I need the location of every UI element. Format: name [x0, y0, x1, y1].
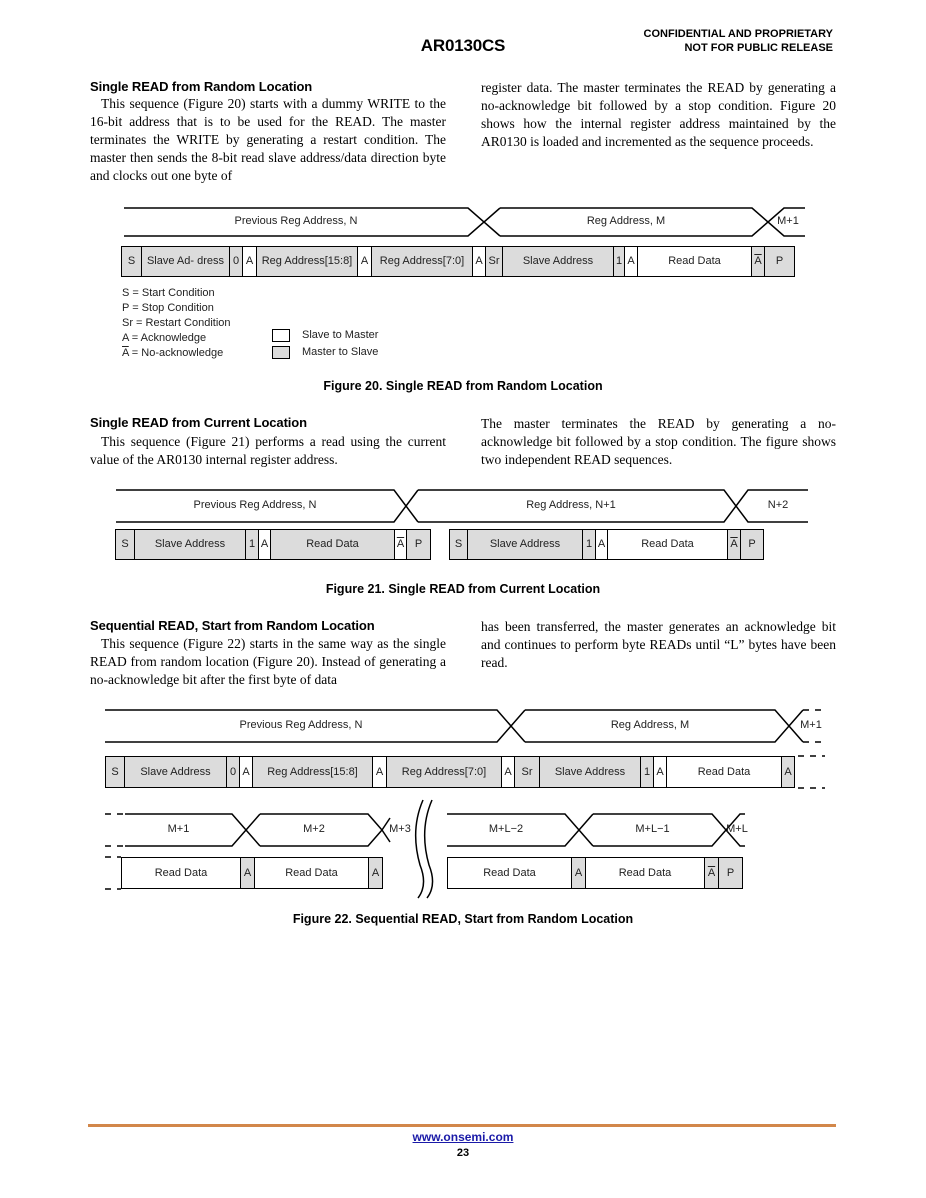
cell-nack: $\overline{A}$: [728, 529, 741, 560]
section-random-read-left-text: This sequence (Figure 20) starts with a dummy WRITE to the 16-bit address that is to be used for the READ. The master terminates the WRITE by generating a restart condition. The master then sends the 8-bit read slave address/data direction byte and clocks out one byte of: [90, 96, 446, 183]
cell-stop: P: [719, 857, 743, 889]
gray-swatch-icon: [272, 346, 290, 359]
confidential-notice: [644, 27, 833, 55]
section-heading-random-read: Single READ from Random Location: [90, 79, 313, 94]
cell-read-data: Read Data: [667, 756, 782, 788]
cell-nack: $\overline{A}$: [752, 246, 765, 277]
cell-read-bit: 1: [614, 246, 625, 277]
white-swatch-icon: [272, 329, 290, 342]
cell-read-bit: 1: [246, 529, 259, 560]
bus-label-previous-reg-address: Previous Reg Address, N: [234, 215, 358, 227]
figure-20-caption: Figure 20. Single READ from Random Location: [323, 379, 603, 393]
cell-nack: $\overline{A}$: [395, 529, 407, 560]
legend-nack-text: = No-acknowledge: [131, 347, 224, 359]
cell-slave-address: Slave Address: [503, 246, 614, 277]
cell-ack: A: [358, 246, 372, 277]
cell-ack: A: [654, 756, 667, 788]
cell-read-data: Read Data: [271, 529, 395, 560]
cell-ack: A: [473, 246, 486, 277]
section-sequential-read-right-text: has been transferred, the master generates an acknowledge bit and continues to perform byte READs until “L” bytes have been read.: [481, 619, 836, 670]
cell-ack: A: [572, 857, 586, 889]
bus-label-m-plus-3: M+3: [389, 823, 411, 835]
bus-label-m-plus-l-minus-1: M+L−1: [635, 823, 670, 835]
bus-label-m-plus-2: M+2: [303, 823, 325, 835]
cell-read-data: Read Data: [586, 857, 705, 889]
cell-slave-address: Slave Address: [540, 756, 641, 788]
onsemi-website-link[interactable]: www.onsemi.com: [412, 1130, 514, 1144]
cell-ack: A: [782, 756, 795, 788]
section-sequential-read-left-text: This sequence (Figure 22) starts in the same way as the single READ from random location (Figure 20). Instead of generating a no-acknowledge bit after the first byte of data: [90, 636, 446, 687]
cell-ack: A: [502, 756, 515, 788]
cell-read-bit: 1: [583, 529, 596, 560]
bus-label-m-plus-l: M+L: [726, 823, 748, 835]
cell-ack: A: [243, 246, 257, 277]
figure-20-diagram: [0, 200, 926, 380]
bus-label-reg-address-m: Reg Address, M: [610, 719, 690, 731]
cell-start: S: [115, 529, 135, 560]
cell-start: S: [105, 756, 125, 788]
section-heading-current-read: Single READ from Current Location: [90, 415, 307, 430]
cell-read-bit: 1: [641, 756, 654, 788]
document-title: AR0130CS: [420, 36, 506, 55]
cell-slave-address: Slave Address: [135, 529, 246, 560]
cell-read-data: Read Data: [608, 529, 728, 560]
bus-label-reg-address-n-plus-1: Reg Address, N+1: [526, 499, 616, 511]
cell-start: S: [449, 529, 468, 560]
cell-ack: A: [625, 246, 638, 277]
figure-20-legend-definitions: [122, 286, 231, 361]
section-random-read-right-text: register data. The master terminates the READ by generating a no-acknowledge bit followed by a stop condition. Figure 20 shows how the internal register address maintained by the AR0130 is loaded and incremented as the sequence proceeds.: [481, 80, 836, 149]
cell-read-data: Read Data: [255, 857, 369, 889]
cell-slave-address: Slave Address: [468, 529, 583, 560]
section-current-read-left-text: This sequence (Figure 21) performs a read using the current value of the AR0130 internal register address.: [90, 434, 446, 467]
legend-stop: P = Stop Condition: [122, 302, 214, 314]
cell-slave-address: Slave Address: [125, 756, 227, 788]
cell-write-bit: 0: [227, 756, 240, 788]
cell-restart: Sr: [486, 246, 503, 277]
cell-reg-address-high: Reg Address[15:8]: [253, 756, 373, 788]
confidential-line-2: NOT FOR PUBLIC RELEASE: [684, 42, 833, 54]
bus-label-previous-reg-address: Previous Reg Address, N: [239, 719, 363, 731]
cell-start: S: [121, 246, 142, 277]
figure-21-diagram: [0, 485, 926, 565]
footer-divider: [88, 1124, 836, 1127]
bus-label-m-plus-1: M+1: [777, 215, 799, 227]
cell-write-bit: 0: [230, 246, 243, 277]
cell-read-data: Read Data: [447, 857, 572, 889]
cell-reg-address-high: Reg Address[15:8]: [257, 246, 358, 277]
figure-21-caption: Figure 21. Single READ from Current Location: [325, 582, 601, 596]
cell-ack: A: [596, 529, 608, 560]
bus-label-reg-address-m: Reg Address, M: [586, 215, 666, 227]
cell-read-data: Read Data: [121, 857, 241, 889]
cell-stop: P: [765, 246, 795, 277]
cell-slave-address: Slave Ad- dress: [142, 246, 230, 277]
legend-master-to-slave: Master to Slave: [272, 345, 378, 362]
bus-label-n-plus-2: N+2: [767, 499, 789, 511]
figure-22-caption: Figure 22. Sequential READ, Start from Random Location: [292, 912, 634, 926]
cell-stop: P: [741, 529, 764, 560]
cell-read-data: Read Data: [638, 246, 752, 277]
legend-nack: [122, 346, 231, 361]
cell-stop: P: [407, 529, 431, 560]
cell-reg-address-low: Reg Address[7:0]: [387, 756, 502, 788]
bus-label-m-plus-l-minus-2: M+L−2: [488, 823, 524, 835]
confidential-line-1: CONFIDENTIAL AND PROPRIETARY: [643, 28, 833, 40]
section-heading-sequential-read: Sequential READ, Start from Random Location: [90, 618, 375, 633]
bus-label-m-plus-1: M+1: [800, 719, 822, 731]
bus-label-previous-reg-address: Previous Reg Address, N: [193, 499, 317, 511]
cell-reg-address-low: Reg Address[7:0]: [372, 246, 473, 277]
bus-label-m-plus-1: M+1: [167, 823, 190, 835]
cell-ack: A: [241, 857, 255, 889]
section-current-read-right-text: The master terminates the READ by generating a no-acknowledge bit followed by a stop condition. The figure shows two independent READ sequences.: [481, 416, 836, 467]
cell-ack: A: [373, 756, 387, 788]
legend-slave-to-master: Slave to Master: [272, 328, 378, 345]
legend-restart: Sr = Restart Condition: [122, 317, 231, 329]
legend-start: S = Start Condition: [122, 287, 215, 299]
cell-ack: A: [259, 529, 271, 560]
cell-ack: A: [240, 756, 253, 788]
figure-22-diagram: [0, 700, 926, 905]
legend-ack: A = Acknowledge: [122, 332, 207, 344]
nack-symbol: $\overline{A}$: [122, 347, 129, 359]
cell-restart: Sr: [515, 756, 540, 788]
figure-20-legend-direction: [272, 328, 378, 362]
cell-nack: $\overline{A}$: [705, 857, 719, 889]
cell-ack: A: [369, 857, 383, 889]
page-number: 23: [456, 1147, 470, 1159]
